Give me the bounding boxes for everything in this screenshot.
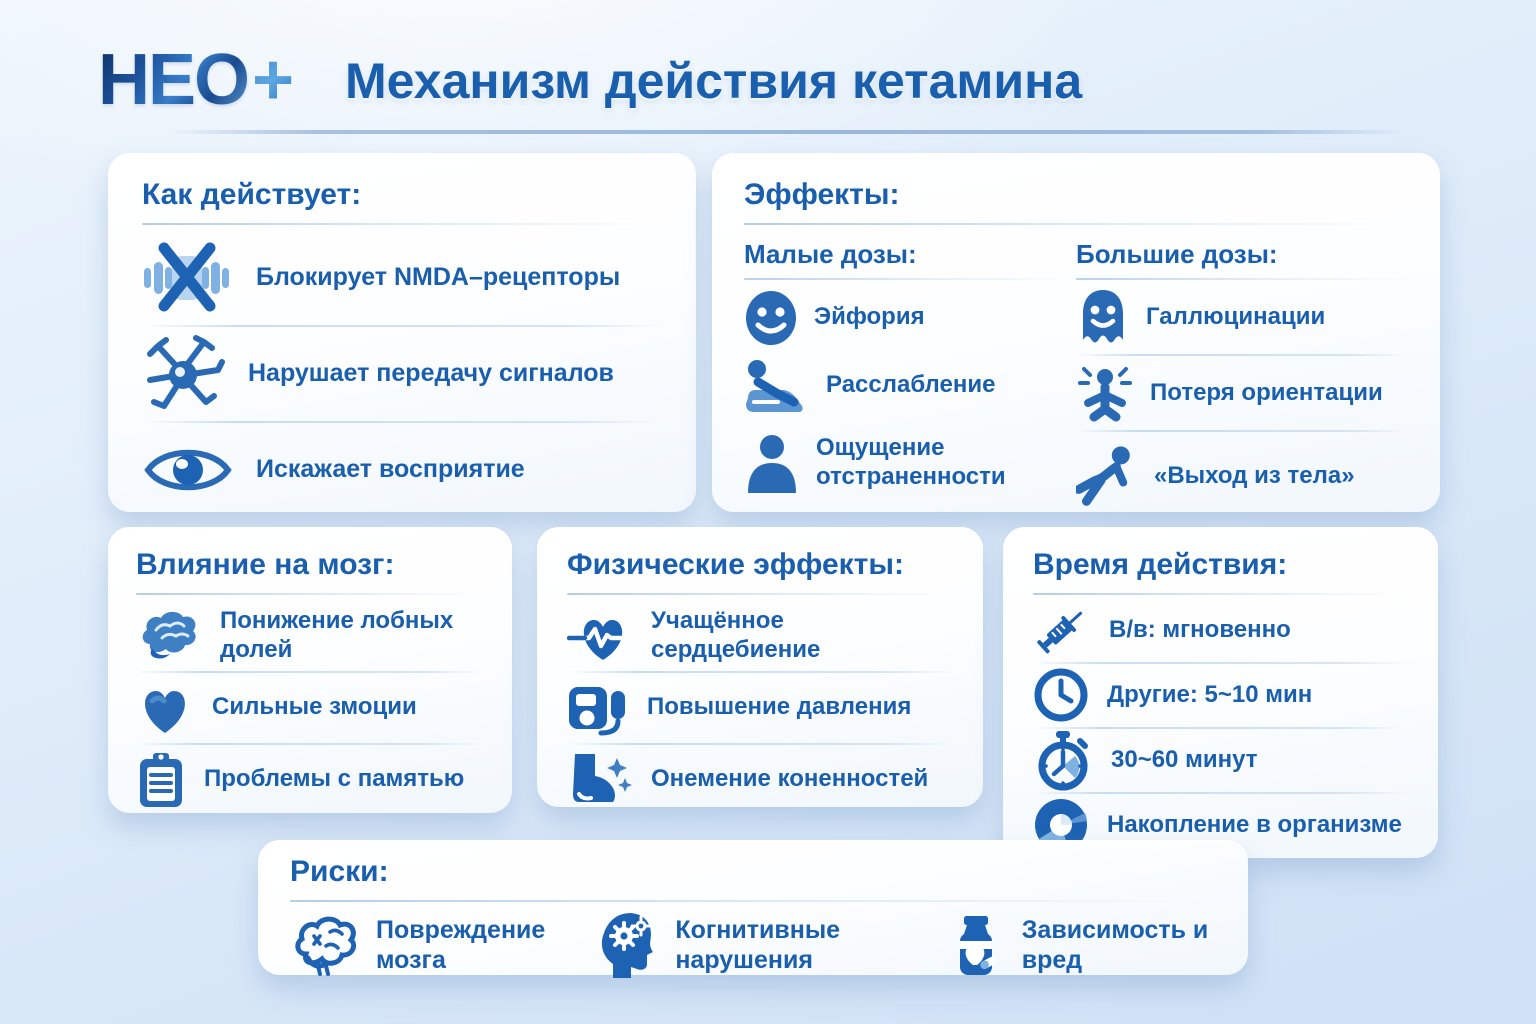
header-divider xyxy=(168,130,1404,134)
out-of-body-icon xyxy=(1076,443,1138,511)
card-effects xyxy=(712,153,1440,512)
clock-icon xyxy=(1033,667,1089,723)
eye-icon xyxy=(142,439,234,501)
neuron-icon xyxy=(142,334,226,414)
ghost-icon xyxy=(1076,288,1130,348)
title-underline xyxy=(136,593,484,595)
list-item xyxy=(142,423,662,517)
card-duration xyxy=(1003,527,1438,858)
item-label: Онемение коненностей xyxy=(651,765,929,793)
list-item xyxy=(1033,664,1408,727)
list-item xyxy=(142,231,662,325)
title-underline xyxy=(1033,593,1408,595)
column-title: Малые дозы: xyxy=(744,238,917,269)
list-item xyxy=(1033,599,1408,662)
item-label: Блокирует NMDA–рецепторы xyxy=(256,262,621,291)
column-large-doses xyxy=(1076,239,1408,514)
page-title: Механизм действия кетамина xyxy=(345,53,1083,109)
list-item xyxy=(744,356,1076,416)
card-physical-effects xyxy=(537,527,983,807)
list-item xyxy=(567,601,953,671)
logo-plus: + xyxy=(252,40,293,120)
card-brain-impact xyxy=(108,527,512,813)
brain-icon xyxy=(136,608,202,664)
blocked-receptor-icon xyxy=(142,240,234,316)
list-item xyxy=(567,745,953,815)
card-title: Эффекты: xyxy=(744,178,900,211)
list-item xyxy=(597,912,913,980)
item-label: Галлюцинации xyxy=(1146,303,1326,331)
card-title: Время действия: xyxy=(1033,548,1288,581)
item-label: Потеря ориентации xyxy=(1150,379,1383,407)
list-item xyxy=(142,327,662,421)
item-divider xyxy=(1076,430,1408,432)
item-label: Расслабление xyxy=(826,371,996,399)
list-item xyxy=(1076,288,1408,348)
item-label: Эйфория xyxy=(814,303,925,331)
reclining-person-icon xyxy=(744,358,810,414)
item-label: Другие: 5~10 мин xyxy=(1107,680,1313,708)
list-item xyxy=(1033,729,1408,792)
syringe-icon xyxy=(1033,601,1091,659)
logo-text: НЕО xyxy=(98,40,249,120)
item-divider xyxy=(1076,354,1408,356)
item-label: Накопление в организме xyxy=(1107,810,1402,838)
list-item xyxy=(136,673,484,743)
list-item xyxy=(950,914,1216,978)
item-label: Искажает восприятие xyxy=(256,454,525,483)
item-label: Ощущение отстраненности xyxy=(816,434,1006,490)
item-label: Сильные змоции xyxy=(212,693,417,721)
clipboard-icon xyxy=(136,751,186,809)
item-label: Повреждение мозга xyxy=(376,916,546,974)
item-label: Понижение лобных долей xyxy=(220,607,454,663)
item-label: Когнитивные нарушения xyxy=(675,916,841,974)
item-label: 30~60 минут xyxy=(1111,745,1258,773)
blood-pressure-icon xyxy=(567,679,629,737)
title-underline xyxy=(744,223,1408,225)
pill-bottle-icon xyxy=(950,914,1006,978)
list-item xyxy=(1076,440,1408,514)
numb-foot-icon xyxy=(567,750,633,810)
item-label: Учащённое сердцебиение xyxy=(651,607,821,663)
column-title: Большие дозы: xyxy=(1076,238,1278,269)
card-title: Физические эффекты: xyxy=(567,548,904,581)
list-item xyxy=(744,424,1076,502)
list-item xyxy=(567,673,953,743)
item-label: Повышение давления xyxy=(647,693,912,721)
column-small-doses xyxy=(744,239,1076,514)
list-item xyxy=(136,601,484,671)
item-label: Зависимость и вред xyxy=(1021,916,1209,974)
card-risks xyxy=(258,840,1248,975)
list-item xyxy=(744,288,1076,348)
title-underline xyxy=(567,593,953,595)
list-item xyxy=(290,916,561,976)
title-underline xyxy=(142,223,662,225)
brain-damage-icon xyxy=(290,916,360,976)
card-how-it-works xyxy=(108,153,696,512)
card-title: Как действует: xyxy=(142,178,362,211)
list-item xyxy=(136,745,484,815)
heart-icon xyxy=(136,681,194,735)
disoriented-person-icon xyxy=(1076,365,1134,423)
stopwatch-icon xyxy=(1033,729,1093,791)
smiley-icon xyxy=(744,289,798,347)
card-title: Риски: xyxy=(290,855,389,888)
list-item xyxy=(1076,364,1408,424)
person-icon xyxy=(744,433,800,493)
column-underline xyxy=(744,278,1076,280)
neo-plus-logo xyxy=(98,40,292,120)
column-underline xyxy=(1076,278,1408,280)
item-label: В/в: мгновенно xyxy=(1109,615,1291,643)
head-gears-icon xyxy=(597,912,659,980)
heartbeat-icon xyxy=(567,608,633,664)
item-label: Проблемы с памятью xyxy=(204,765,465,793)
item-label: Нарушает передачу сигналов xyxy=(248,358,614,387)
card-title: Влияние на мозг: xyxy=(136,548,395,581)
item-label: «Выход из тела» xyxy=(1154,462,1355,490)
title-underline xyxy=(290,900,1216,902)
